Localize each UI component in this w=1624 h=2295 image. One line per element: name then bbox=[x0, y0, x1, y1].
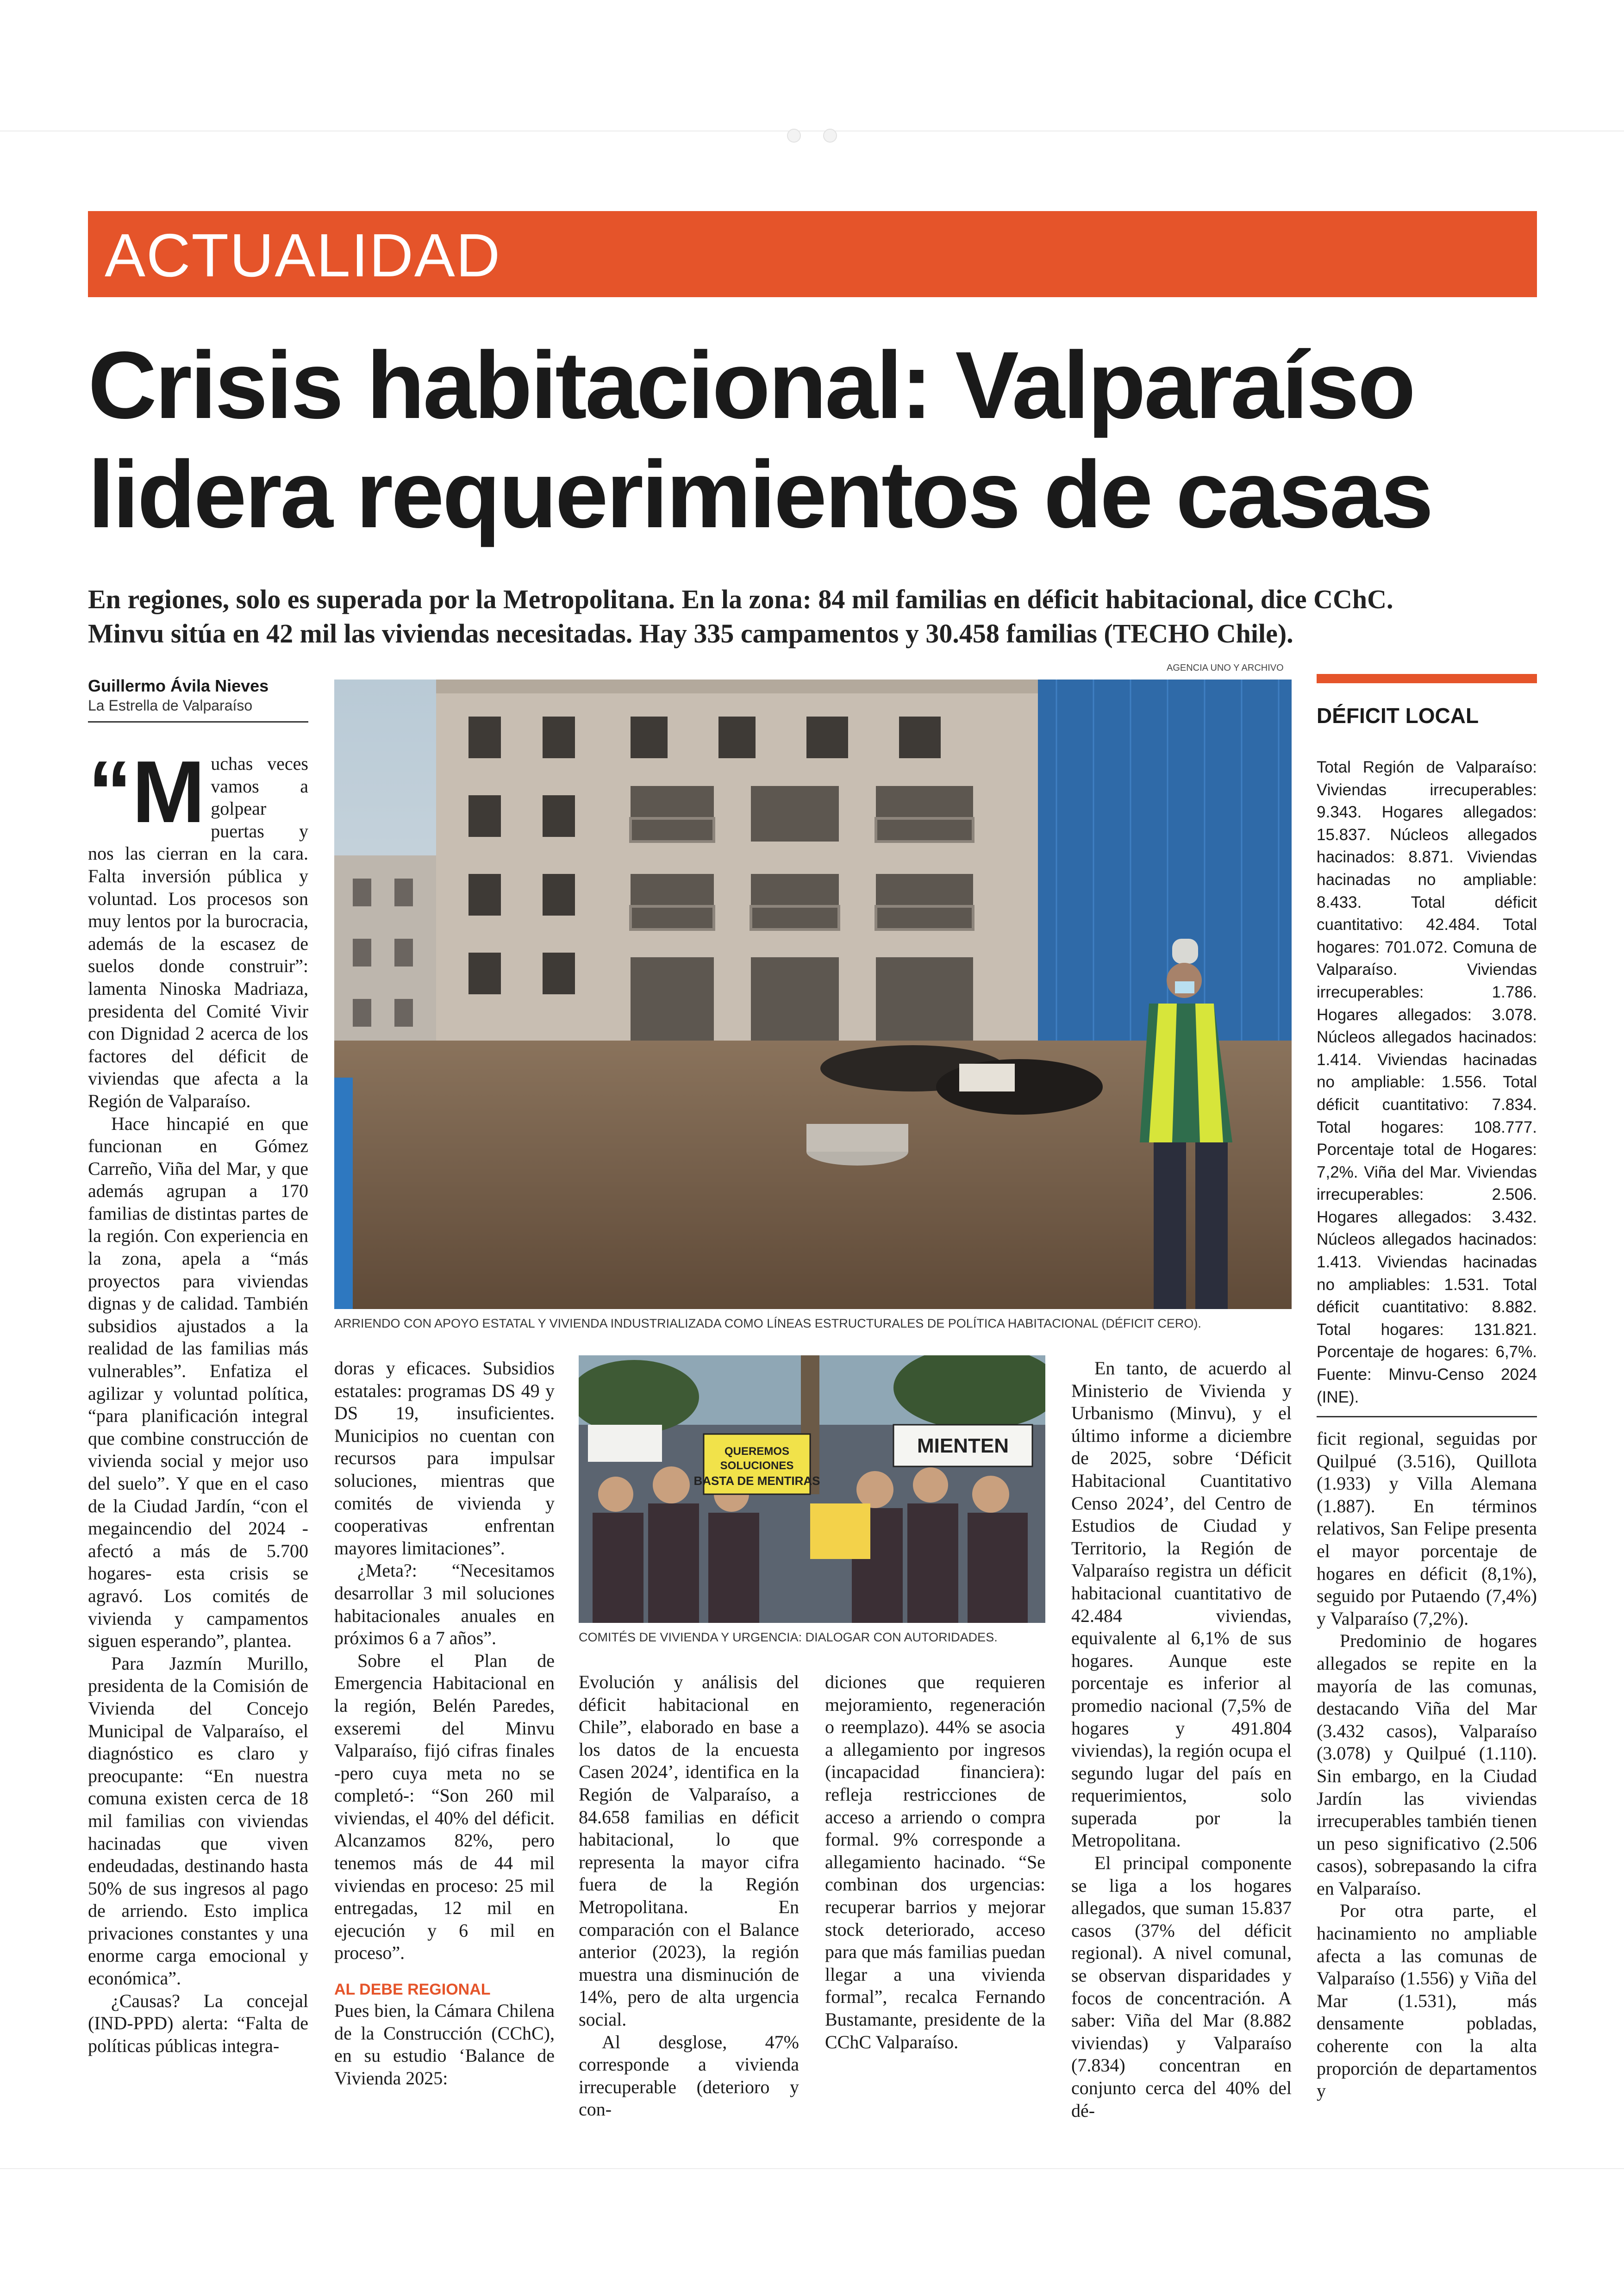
article-column-5 bbox=[1071, 1357, 1292, 2122]
protest-photo bbox=[579, 1355, 1045, 1623]
svg-text:MIENTEN: MIENTEN bbox=[917, 1434, 1009, 1457]
svg-text:SOLUCIONES: SOLUCIONES bbox=[720, 1459, 794, 1472]
protest-sign-text: QUEREMOS bbox=[724, 1445, 790, 1458]
subheadline-line-2: Minvu sitúa en 42 mil las viviendas necesitadas. Hay 335 campamentos y 30.458 familias (TECHO Chile). bbox=[88, 618, 1293, 649]
article-paragraph: Para Jazmín Murillo, presidenta de la Comisión de Vivienda del Concejo Municipal de Valparaíso, el diagnóstico es claro y preocupante: “En nuestra comuna existen cerca de 18 mil familias con viviendas hacinadas que viven endeudadas, destinando hasta 50% de sus ingresos al pago de arriendo. Esto implica privaciones constantes y una enorme carga emocional y económica”. bbox=[88, 1653, 308, 1989]
headline-line-2: lidera requerimientos de casas bbox=[88, 441, 1432, 548]
article-paragraph: El principal componente se liga a los hogares allegados, que suman 15.837 casos (37% del déficit regional). A nivel comunal, se observan disparidades y focos de concentración. A saber: Viña del Mar (8.882 viviendas) y Valparaíso (7.834) concentran en conjunto cerca del 40% del dé- bbox=[1071, 1852, 1292, 2121]
headline-line-1: Crisis habitacional: Valparaíso bbox=[88, 332, 1414, 438]
article-paragraph: Al desglose, 47% corresponde a vivienda irrecuperable (deterioro y con- bbox=[579, 2031, 799, 2120]
article-paragraph: Sobre el Plan de Emergencia Habitacional en la región, Belén Paredes, exseremi del Minvu Valparaíso, fijó cifras finales -pero cuya meta no se completó-: “Son 260 mil viviendas, el 40% del déficit. Alcanzamos 82%, pero tenemos más de 44 mil viviendas en proceso: 25 mil entregadas, 12 mil en ejecución y 6 mil en proceso”. bbox=[334, 1650, 555, 1964]
article-column-1 bbox=[88, 743, 308, 2057]
protest-image bbox=[579, 1355, 1045, 1623]
article-paragraph: doras y eficaces. Subsidios estatales: programas DS 49 y DS 19, insuficientes. Municipios no cuentan con recursos para impulsar soluciones, mientras que comités de vivienda y cooperativas enfrentan mayores limitaciones”. bbox=[334, 1358, 555, 1559]
sidebar-box bbox=[1317, 674, 1537, 1417]
article-paragraph: En tanto, de acuerdo al Ministerio de Vivienda y Urbanismo (Minvu), y el último informe a diciembre de 2025, sobre ‘Déficit Habitacional Cuantitativo Censo 2024’, del Centro de Estudios de Ciudad y Territorio, la Región de Valparaíso registra un déficit habitacional cuantitativo de 42.484 viviendas, equivalente al 6,1% de sus hogares. Aunque este porcentaje es inferior al promedio nacional (7,5% de hogares y 491.804 viviendas), la región ocupa el segundo lugar del país en requerimientos, solo superada por la Metropolitana. bbox=[1071, 1358, 1292, 1851]
subsection-kicker: AL DEBE REGIONAL bbox=[334, 1981, 491, 1999]
byline-author: Guillermo Ávila Nieves bbox=[88, 676, 269, 695]
article-paragraph: Predominio de hogares allegados se repite en la mayoría de las comunas, destacando Viña del Mar (3.432 casos), Valparaíso (3.078) y Quilpué (1.110). Sin embargo, en la Ciudad Jardín las viviendas irrecuperables también tienen un peso significativo (2.506 casos), sobrepasando la cifra en Valparaíso. bbox=[1317, 1630, 1537, 1899]
article-paragraph: ¿Meta?: “Necesitamos desarrollar 3 mil soluciones habitacionales anuales en próximos 6 a 7 años”. bbox=[334, 1560, 555, 1649]
article-paragraph: “M uchas veces vamos a golpear puertas y nos las cierran en la cara. Falta inversión pública y voluntad. Los procesos son muy lentos por la burocracia, además de la escasez de suelos donde construir”: lamenta Ninoska Madriaza, presidenta del Comité Vivir con Dignidad 2 acerca de los factores del déficit de viviendas que afecta a la Región de Valparaíso. bbox=[88, 743, 308, 1111]
subheadline bbox=[88, 582, 1546, 651]
section-banner bbox=[88, 211, 1537, 297]
subheadline-line-1: En regiones, solo es superada por la Metropolitana. En la zona: 84 mil familias en déficit habitacional, dice CChC. bbox=[88, 584, 1393, 614]
sidebar-rule bbox=[1317, 674, 1537, 683]
sidebar-title: DÉFICIT LOCAL bbox=[1317, 704, 1479, 728]
article-paragraph: Hace hincapié en que funcionan en Gómez Carreño, Viña del Mar, y que además agrupan a 170 familias de distintas partes de la región. Con experiencia en la zona, apela a “más proyectos para viviendas dignas y de calidad. También subsidios ajustados a la realidad de las familias más vulnerables”. Enfatiza el agilizar y voluntad política, “para planificación integral que combine construcción de vivienda social y mejor uso del suelo”. Y que en el caso de la Ciudad Jardín, “con el megaincendio del 2024 -afectó a más de 5.700 hogares- esta crisis se agravó. Los comités de vivienda y campamentos siguen esperando”, plantea. bbox=[88, 1113, 308, 1652]
construction-site-image bbox=[334, 680, 1292, 1309]
article-paragraph: Evolución y análisis del déficit habitacional en Chile”, elaborado en base a los datos de la encuesta Casen 2024’, identifica en la Región de Valparaíso, a 84.658 familias en déficit habitacional, lo que representa la mayor cifra fuera de la Región Metropolitana. En comparación con el Balance anterior (2023), la región muestra una disminución de 14%, pero de alta urgencia social. bbox=[579, 1671, 799, 2030]
article-paragraph: Por otra parte, el hacinamiento no ampliable afecta a las comunas de Valparaíso (1.556) y Viña del Mar (1.531), más densamente pobladas, coherente con la alta proporción de departamentos y bbox=[1317, 1900, 1537, 2102]
page-dot-icon bbox=[787, 129, 801, 143]
drop-cap: “M bbox=[88, 743, 206, 841]
main-photo-caption: ARRIENDO CON APOYO ESTATAL Y VIVIENDA INDUSTRIALIZADA COMO LÍNEAS ESTRUCTURALES DE POLÍTICA HABITACIONAL (DÉFICIT CERO). bbox=[334, 1316, 1201, 1330]
byline-publication: La Estrella de Valparaíso bbox=[88, 697, 253, 714]
article-paragraph: ficit regional, seguidas por Quilpué (3.516), Quillota (1.933) y Villa Alemana (1.887). En términos relativos, San Felipe presenta el mayor porcentaje de hogares en déficit (8,1%), seguido por Putaendo (7,4%) y Valparaíso (7,2%). bbox=[1317, 1428, 1537, 1629]
article-column-3 bbox=[579, 1671, 799, 2121]
sidebar-text: Total Región de Valparaíso: Viviendas irrecuperables: 9.343. Hogares allegados: 15.837. Núcleos allegados hacinados: 8.871. Viviendas hacinadas no ampliable: 8.433. Total déficit cuantitativo: 42.484. Total hogares: 701.072. Comuna de Valparaíso. Viviendas irrecuperables: 1.786. Hogares allegados: 3.078. Núcleos allegados hacinados: 1.414. Viviendas hacinadas no ampliable: 1.556. Total déficit cuantitativo: 7.834. Total hogares: 108.777. Porcentaje total de Hogares: 7,2%. Viña del Mar. Viviendas irrecuperables: 2.506. Hogares allegados: 3.432. Núcleos allegados hacinados: 1.413. Viviendas hacinadas no ampliables: 1.531. Total déficit cuantitativo: 8.882. Total hogares: 131.821. Porcentaje de hogares: 6,7%. Fuente: Minvu-Censo 2024 (INE). bbox=[1317, 756, 1537, 1417]
photo-credit: AGENCIA UNO Y ARCHIVO bbox=[1167, 663, 1284, 673]
article-paragraph: Pues bien, la Cámara Chilena de la Construcción (CChC), en su estudio ‘Balance de Vivienda 2025: bbox=[334, 2000, 555, 2089]
page-dot-icon bbox=[823, 129, 837, 143]
article-paragraph: diciones que requieren mejoramiento, regeneración o reemplazo). 44% se asocia a allegamiento por ingresos (incapacidad financiera): refleja restricciones de acceso a arriendo o compra formal. 9% corresponde a allegamiento hacinado. “Se combinan dos urgencias: recuperar barrios y mejorar stock deteriorado, acceso para que más familias puedan llegar a una vivienda formal”, recalca Fernando Bustamante, presidente de la CChC Valparaíso. bbox=[825, 1671, 1045, 2052]
article-paragraph: ¿Causas? La concejal (IND-PPD) alerta: “Falta de políticas públicas integra- bbox=[88, 1990, 308, 2056]
article-column-2 bbox=[334, 1357, 555, 2089]
protest-photo-caption: COMITÉS DE VIVIENDA Y URGENCIA: DIALOGAR CON AUTORIDADES. bbox=[579, 1630, 998, 1644]
article-column-4 bbox=[825, 1671, 1045, 2053]
article-column-6 bbox=[1317, 1428, 1537, 2102]
byline bbox=[88, 676, 308, 723]
svg-text:BASTA DE MENTIRAS: BASTA DE MENTIRAS bbox=[693, 1474, 820, 1488]
section-label: ACTUALIDAD bbox=[105, 221, 501, 289]
headline bbox=[88, 331, 1551, 549]
main-photo bbox=[334, 680, 1292, 1309]
